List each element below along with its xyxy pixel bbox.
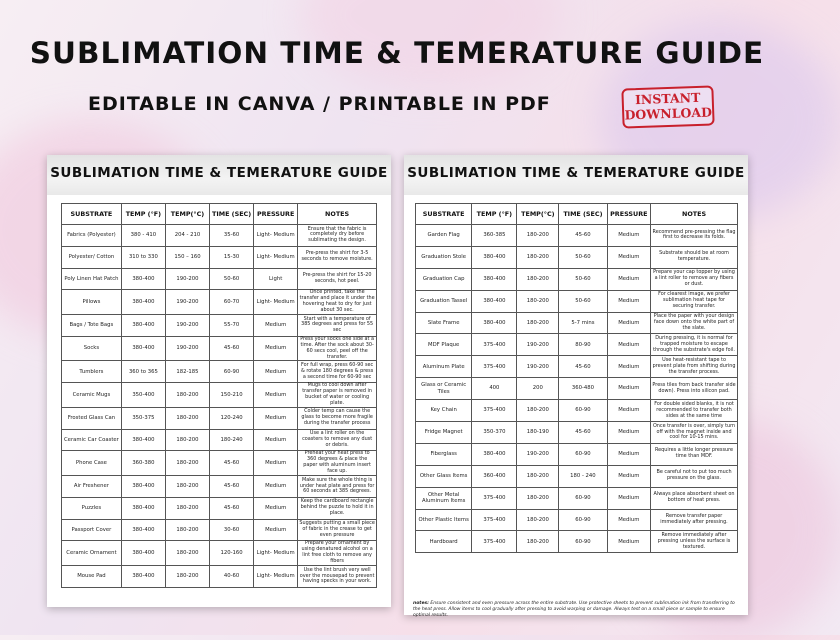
- table-cell: 360-480: [559, 378, 607, 400]
- table-cell: 375-400: [472, 334, 517, 356]
- notes-cell: Remove immediately after pressing unless the surface is textured.: [651, 531, 738, 553]
- notes-cell: Press your socks one side at a time. After the sock about 30-60 secs cool, peel off the transfer.: [298, 336, 377, 361]
- table-cell: Medium: [254, 336, 298, 361]
- column-header: TIME (SEC): [559, 204, 607, 225]
- table-cell: 204 - 210: [165, 225, 209, 247]
- table-row: [62, 451, 377, 476]
- table-cell: Medium: [607, 443, 650, 465]
- table-cell: 380-400: [472, 443, 517, 465]
- table-cell: 45-60: [210, 497, 254, 519]
- table-cell: 190-200: [165, 290, 209, 315]
- table-row: [62, 315, 377, 337]
- table-cell: 50-60: [559, 290, 607, 312]
- notes-cell: Make sure the whole thing is under heat plate and press for 60 seconds at 385 degrees.: [298, 476, 377, 498]
- notes-cell: Place the paper with your design face down onto the white part of the slate.: [651, 312, 738, 334]
- table-cell: 182-185: [165, 361, 209, 383]
- table-row: [62, 336, 377, 361]
- column-header: TEMP (°F): [472, 204, 517, 225]
- table-cell: Socks: [62, 336, 122, 361]
- table-cell: 180-200: [165, 497, 209, 519]
- notes-cell: Use heat-resistant tape to prevent plate from shifting during the transfer process.: [651, 356, 738, 378]
- table-row: [62, 566, 377, 588]
- table-cell: 60-70: [210, 290, 254, 315]
- table-cell: 380-400: [121, 290, 165, 315]
- table-cell: 380-400: [121, 315, 165, 337]
- table-cell: Graduation Tassel: [416, 290, 472, 312]
- table-row: [62, 383, 377, 408]
- table-cell: Medium: [254, 315, 298, 337]
- table-cell: Medium: [254, 407, 298, 429]
- notes-cell: Pre-press the shirt for 3-5 seconds to remove moisture.: [298, 246, 377, 268]
- table-row: [416, 378, 738, 400]
- table-cell: Ceramic Mugs: [62, 383, 122, 408]
- table-row: [416, 225, 738, 247]
- table-cell: 45-60: [559, 225, 607, 247]
- column-header: PRESSURE: [607, 204, 650, 225]
- table-row: [62, 519, 377, 541]
- table-cell: Fiberglass: [416, 443, 472, 465]
- table-cell: Medium: [607, 356, 650, 378]
- table-cell: Fabrics (Polyester): [62, 225, 122, 247]
- column-header: NOTES: [298, 204, 377, 225]
- table-cell: 380-400: [472, 290, 517, 312]
- table-cell: 190-200: [165, 268, 209, 290]
- column-header: TEMP(°C): [165, 204, 209, 225]
- table-cell: 380-400: [121, 429, 165, 451]
- notes-cell: Prepare your ornament by using denatured alcohol on a lint free cloth to remove any fibers: [298, 541, 377, 566]
- notes-cell: Always place absorbent sheet on bottom of heat press.: [651, 487, 738, 509]
- table-row: [416, 290, 738, 312]
- left-sheet-title: SUBLIMATION TIME & TEMERATURE GUIDE: [50, 165, 388, 181]
- table-cell: 180-200: [165, 519, 209, 541]
- table-cell: Medium: [254, 476, 298, 498]
- table-cell: Light- Medium: [254, 566, 298, 588]
- table-cell: 45-60: [210, 336, 254, 361]
- table-cell: 190-200: [165, 315, 209, 337]
- table-cell: 30-60: [210, 519, 254, 541]
- column-header: SUBSTRATE: [416, 204, 472, 225]
- table-row: [62, 541, 377, 566]
- table-cell: 180-200: [517, 400, 559, 422]
- notes-cell: Suggests putting a small piece of fabric in the crease to get even pressure: [298, 519, 377, 541]
- notes-cell: Recommend pre-pressing the flag first to decrease its folds.: [651, 225, 738, 247]
- table-cell: 375-400: [472, 400, 517, 422]
- table-cell: 350-400: [121, 383, 165, 408]
- table-cell: 380-400: [121, 541, 165, 566]
- table-cell: Medium: [607, 487, 650, 509]
- table-cell: 375-400: [472, 531, 517, 553]
- notes-cell: Requires a little longer pressure time than MDF.: [651, 443, 738, 465]
- notes-cell: Ensure that the fabric is completely dry before sublimating the design.: [298, 225, 377, 247]
- table-cell: 380-400: [121, 566, 165, 588]
- table-cell: Medium: [607, 509, 650, 531]
- table-row: [416, 443, 738, 465]
- table-cell: 50-60: [559, 268, 607, 290]
- table-cell: Medium: [254, 383, 298, 408]
- table-cell: 380-400: [472, 268, 517, 290]
- table-cell: Light- Medium: [254, 290, 298, 315]
- table-cell: Medium: [254, 519, 298, 541]
- table-cell: 180-200: [517, 225, 559, 247]
- table-cell: 180-240: [210, 429, 254, 451]
- table-row: [416, 422, 738, 444]
- notes-cell: For full wrap, press 60-90 sec & rotate 180 degrees & press a second time for 60-90 sec: [298, 361, 377, 383]
- table-cell: 5-7 mins: [559, 312, 607, 334]
- table-cell: 360-400: [472, 465, 517, 487]
- table-cell: 45-60: [210, 476, 254, 498]
- table-row: [62, 225, 377, 247]
- table-cell: Other Metal Aluminum Items: [416, 487, 472, 509]
- notes-cell: Preheat your heat press to 360 degrees & place the paper with aluminum insert face up.: [298, 451, 377, 476]
- column-header: TEMP(°C): [517, 204, 559, 225]
- table-cell: Mouse Pad: [62, 566, 122, 588]
- notes-cell: Substrate should be at room temperature.: [651, 246, 738, 268]
- table-cell: 180-200: [165, 541, 209, 566]
- column-header: PRESSURE: [254, 204, 298, 225]
- table-cell: Light- Medium: [254, 225, 298, 247]
- table-cell: 80-90: [559, 334, 607, 356]
- table-cell: Medium: [254, 361, 298, 383]
- left-guide-table: [61, 203, 377, 588]
- table-cell: 180-200: [517, 246, 559, 268]
- table-cell: 60-90: [559, 509, 607, 531]
- table-cell: 120-160: [210, 541, 254, 566]
- notes-cell: Mugs to cool down after transfer paper is removed in bucket of water or cooling plate.: [298, 383, 377, 408]
- table-cell: 45-60: [210, 451, 254, 476]
- table-cell: 190-200: [517, 356, 559, 378]
- table-cell: 360-385: [472, 225, 517, 247]
- notes-cell: Once printed, take the transfer and place it under the hovering heat to dry for just about 30 sec.: [299, 289, 375, 314]
- notes-cell: Pre-press the shirt for 15-20 seconds, hot peel.: [298, 268, 377, 290]
- table-cell: 180 - 240: [559, 465, 607, 487]
- notes-cell: Use a lint roller on the coasters to remove any dust or debris.: [298, 429, 377, 451]
- table-cell: 120-240: [210, 407, 254, 429]
- main-title: SUBLIMATION TIME & TEMERATURE GUIDE: [29, 36, 765, 70]
- table-cell: Light- Medium: [254, 246, 298, 268]
- table-cell: Slate Frame: [416, 312, 472, 334]
- table-row: [62, 290, 377, 315]
- table-cell: 190-200: [517, 334, 559, 356]
- table-cell: Aluminum Plate: [416, 356, 472, 378]
- table-row: [62, 361, 377, 383]
- table-cell: 375-400: [472, 487, 517, 509]
- table-cell: 360-380: [121, 451, 165, 476]
- table-row: [416, 268, 738, 290]
- table-row: [416, 312, 738, 334]
- table-cell: 40-60: [210, 566, 254, 588]
- table-cell: 60-90: [559, 400, 607, 422]
- table-cell: 375-400: [472, 509, 517, 531]
- table-cell: 380 - 410: [121, 225, 165, 247]
- table-cell: 45-60: [559, 422, 607, 444]
- table-cell: Light: [254, 268, 298, 290]
- table-cell: 190-200: [517, 443, 559, 465]
- table-row: [62, 497, 377, 519]
- notes-cell: Colder temp can cause the glass to become more fragile during the transfer process: [298, 407, 377, 429]
- notes-cell: For clearest image, we prefer sublimation heat tape for securing transfer.: [651, 290, 738, 312]
- table-cell: Medium: [254, 451, 298, 476]
- table-cell: Key Chain: [416, 400, 472, 422]
- notes-cell: Once transfer is over, simply turn off with the magnet inside and cool for 10-15 mins.: [651, 422, 738, 444]
- table-cell: Medium: [607, 268, 650, 290]
- table-cell: Garden Flag: [416, 225, 472, 247]
- table-row: [62, 429, 377, 451]
- table-cell: Graduation Cap: [416, 268, 472, 290]
- notes-cell: Keep the cardboard rectangle behind the puzzle to hold it in place.: [298, 497, 377, 519]
- table-cell: 180-200: [517, 487, 559, 509]
- table-cell: 380-400: [121, 476, 165, 498]
- footnote: [413, 601, 743, 619]
- right-sheet-title: SUBLIMATION TIME & TEMERATURE GUIDE: [407, 165, 745, 181]
- table-cell: Ceramic Car Coaster: [62, 429, 122, 451]
- notes-cell: Press tiles from back transfer side down). Press into silicon pad.: [651, 378, 738, 400]
- notes-cell: Be careful not to put too much pressure on the glass.: [651, 465, 738, 487]
- notes-cell: Start with a temperature of 385 degrees and press for 55 sec: [298, 315, 377, 337]
- table-cell: 60-90: [559, 443, 607, 465]
- notes-cell: For double sided blanks, it is not recommended to transfer both sides at the same time: [651, 400, 738, 422]
- table-row: [416, 509, 738, 531]
- table-cell: Passport Cover: [62, 519, 122, 541]
- table-cell: 375-400: [472, 356, 517, 378]
- notes-cell: Remove transfer paper immediately after pressing.: [651, 509, 738, 531]
- left-guide-sheet: [47, 155, 391, 607]
- table-row: [416, 356, 738, 378]
- table-cell: 150 – 160: [165, 246, 209, 268]
- table-cell: Air Freshener: [62, 476, 122, 498]
- table-cell: 350-375: [121, 407, 165, 429]
- table-cell: Pillows: [62, 290, 122, 315]
- stamp-line1: INSTANT: [634, 89, 701, 108]
- notes-cell: Prepare your cap topper by using a lint roller to remove any fibers or dust.: [651, 268, 738, 290]
- table-cell: 60-90: [210, 361, 254, 383]
- table-header-row: [62, 204, 377, 225]
- table-cell: 400: [472, 378, 517, 400]
- table-cell: 180-200: [517, 268, 559, 290]
- table-row: [62, 476, 377, 498]
- notes-cell: During pressing, it is normal for trapped moisture to escape through the substrate's edge foil.: [651, 334, 738, 356]
- table-cell: 360 to 365: [121, 361, 165, 383]
- table-cell: 180-200: [517, 509, 559, 531]
- table-cell: 50-60: [559, 246, 607, 268]
- table-cell: 50-60: [210, 268, 254, 290]
- table-cell: 180-200: [165, 476, 209, 498]
- table-cell: Tumblers: [62, 361, 122, 383]
- table-cell: Fridge Magnet: [416, 422, 472, 444]
- table-cell: Frosted Glass Can: [62, 407, 122, 429]
- table-cell: 380-400: [121, 519, 165, 541]
- table-row: [416, 465, 738, 487]
- table-cell: 180-200: [517, 465, 559, 487]
- column-header: TIME (SEC): [210, 204, 254, 225]
- table-cell: 180-190: [517, 422, 559, 444]
- table-cell: Other Glass Items: [416, 465, 472, 487]
- right-guide-sheet: [404, 155, 748, 618]
- table-cell: Medium: [607, 400, 650, 422]
- table-cell: Poly Linen Hat Patch: [62, 268, 122, 290]
- table-row: [416, 531, 738, 553]
- table-cell: Other Plastic Items: [416, 509, 472, 531]
- table-cell: 180-200: [517, 290, 559, 312]
- table-cell: Ceramic Ornament: [62, 541, 122, 566]
- notes-cell: Use the lint brush very well over the mousepad to prevent having specks in your work.: [298, 566, 377, 588]
- table-cell: Medium: [254, 429, 298, 451]
- right-guide-table: [415, 203, 738, 553]
- table-cell: 45-60: [559, 356, 607, 378]
- column-header: NOTES: [651, 204, 738, 225]
- table-cell: 180-200: [165, 407, 209, 429]
- table-cell: 55-70: [210, 315, 254, 337]
- table-cell: 60-90: [559, 531, 607, 553]
- table-cell: 200: [517, 378, 559, 400]
- footnote-text: Ensure consistent and even pressure across the entire substrate. Use protective sheets to prevent sublimation ink from transferring to the heat press. Allow items to cool gradually after pressing to avoid warping or damage. Always test on a small piece or sample to ensure optimal results.: [413, 601, 735, 618]
- table-cell: 380-400: [472, 312, 517, 334]
- table-cell: 310 to 330: [121, 246, 165, 268]
- table-cell: Medium: [607, 246, 650, 268]
- table-cell: 180-200: [165, 451, 209, 476]
- table-cell: 380-400: [121, 336, 165, 361]
- table-cell: Hardboard: [416, 531, 472, 553]
- table-row: [62, 268, 377, 290]
- table-row: [416, 246, 738, 268]
- table-cell: Medium: [607, 225, 650, 247]
- table-cell: 350-370: [472, 422, 517, 444]
- table-cell: 190-200: [165, 336, 209, 361]
- table-row: [416, 400, 738, 422]
- table-cell: Medium: [607, 290, 650, 312]
- table-cell: Glass or Ceramic Tiles: [416, 378, 472, 400]
- table-cell: Medium: [607, 465, 650, 487]
- table-cell: 180-200: [165, 429, 209, 451]
- column-header: TEMP (°F): [121, 204, 165, 225]
- table-cell: Medium: [607, 334, 650, 356]
- instant-download-stamp: [621, 85, 714, 128]
- table-cell: Light- Medium: [254, 541, 298, 566]
- table-cell: 60-90: [559, 487, 607, 509]
- table-row: [416, 487, 738, 509]
- table-cell: 180-200: [517, 531, 559, 553]
- table-cell: Medium: [607, 531, 650, 553]
- table-cell: Puzzles: [62, 497, 122, 519]
- subtitle: EDITABLE IN CANVA / PRINTABLE IN PDF: [88, 93, 551, 115]
- table-cell: Medium: [607, 312, 650, 334]
- table-cell: 380-400: [121, 268, 165, 290]
- table-cell: 15-30: [210, 246, 254, 268]
- table-cell: 380-400: [121, 497, 165, 519]
- table-cell: 180-200: [165, 383, 209, 408]
- table-cell: Medium: [254, 497, 298, 519]
- column-header: SUBSTRATE: [62, 204, 122, 225]
- table-header-row: [416, 204, 738, 225]
- table-row: [62, 407, 377, 429]
- table-cell: Bags / Tote Bags: [62, 315, 122, 337]
- table-cell: 35-60: [210, 225, 254, 247]
- table-cell: Polyester/ Cotton: [62, 246, 122, 268]
- stamp-line2: DOWNLOAD: [624, 104, 713, 123]
- table-cell: MDF Plaque: [416, 334, 472, 356]
- table-cell: 180-200: [165, 566, 209, 588]
- table-row: [62, 246, 377, 268]
- table-row: [416, 334, 738, 356]
- table-cell: 180-200: [517, 312, 559, 334]
- table-cell: Medium: [607, 422, 650, 444]
- footnote-label: notes:: [413, 601, 429, 606]
- table-cell: 380-400: [472, 246, 517, 268]
- table-cell: Phone Case: [62, 451, 122, 476]
- table-cell: Medium: [607, 378, 650, 400]
- table-cell: Graduation Stole: [416, 246, 472, 268]
- table-cell: 150-210: [210, 383, 254, 408]
